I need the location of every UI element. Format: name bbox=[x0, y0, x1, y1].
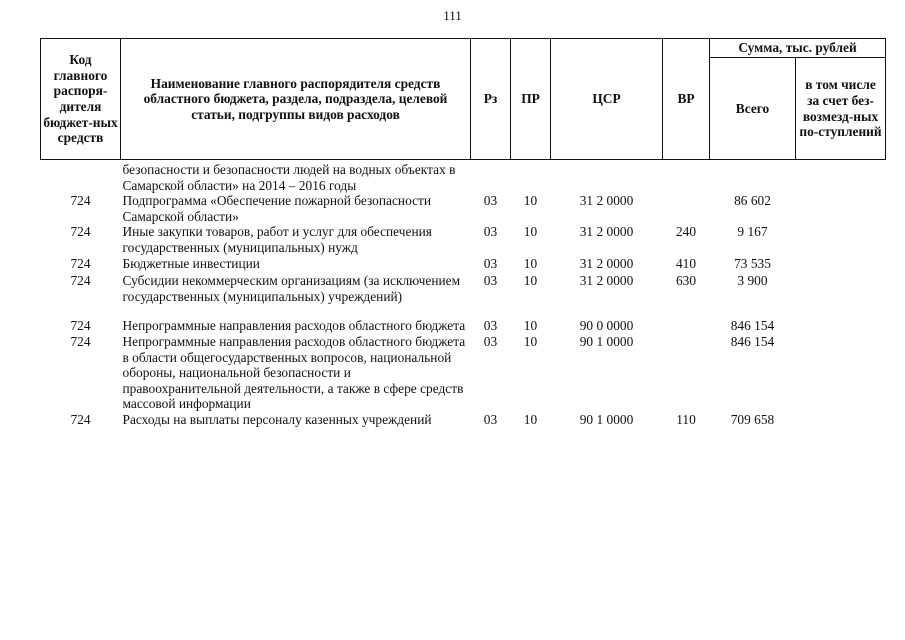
header-total: Всего bbox=[710, 58, 796, 160]
table-body bbox=[41, 160, 886, 428]
cell-pr bbox=[511, 160, 551, 194]
header-code: Код главного распоря-дителя бюджет-ных средств bbox=[41, 39, 121, 160]
cell-pr: 10 bbox=[523, 318, 538, 334]
cell-total: 709 658 bbox=[730, 411, 775, 427]
cell-free bbox=[796, 271, 886, 304]
cell-code: 724 bbox=[70, 411, 91, 427]
cell-rz: 03 bbox=[483, 318, 498, 334]
cell-rz: 03 bbox=[483, 411, 498, 427]
cell-rz: 03 bbox=[483, 255, 498, 271]
cell-name: безопасности и безопасности людей на водных объектах в Самарской области» на 2014 – 2016 годы bbox=[122, 162, 456, 193]
header-sum: Сумма, тыс. рублей bbox=[710, 39, 886, 58]
cell-total: 3 900 bbox=[737, 273, 768, 289]
cell-rz: 03 bbox=[483, 193, 498, 209]
cell-name: Бюджетные инвестиции bbox=[122, 255, 260, 271]
cell-name: Субсидии некоммерческим организациям (за исключением государственных (муниципальных) учреждений) bbox=[122, 273, 461, 304]
table-row bbox=[41, 256, 886, 272]
cell-csr: 90 1 0000 bbox=[579, 333, 634, 349]
budget-table bbox=[40, 38, 886, 428]
table-row bbox=[41, 271, 886, 304]
cell-name: Расходы на выплаты персоналу казенных учреждений bbox=[122, 411, 432, 427]
table-row bbox=[41, 334, 886, 412]
header-pr: ПР bbox=[511, 39, 551, 160]
cell-csr bbox=[551, 160, 663, 194]
cell-total: 9 167 bbox=[737, 224, 768, 240]
cell-free bbox=[796, 334, 886, 412]
cell-vr: 410 bbox=[675, 255, 697, 271]
header-vr: ВР bbox=[663, 39, 710, 160]
cell-free bbox=[796, 256, 886, 272]
cell-vr bbox=[663, 304, 710, 334]
table-row bbox=[41, 160, 886, 194]
cell-code: 724 bbox=[70, 318, 91, 334]
table-row bbox=[41, 412, 886, 428]
cell-code: 724 bbox=[70, 273, 91, 289]
cell-code bbox=[41, 160, 121, 194]
cell-code: 724 bbox=[70, 193, 91, 209]
header-name: Наименование главного распорядителя средств областного бюджета, раздела, подраздела, целевой статьи, подгруппы видов расходов bbox=[121, 39, 471, 160]
header-rz: Рз bbox=[471, 39, 511, 160]
cell-pr: 10 bbox=[523, 255, 538, 271]
cell-vr: 630 bbox=[675, 273, 697, 289]
cell-csr: 31 2 0000 bbox=[579, 224, 634, 240]
cell-csr: 31 2 0000 bbox=[579, 255, 634, 271]
cell-csr: 90 0 0000 bbox=[579, 318, 634, 334]
cell-vr: 240 bbox=[675, 224, 697, 240]
cell-total: 846 154 bbox=[730, 333, 775, 349]
cell-pr: 10 bbox=[523, 411, 538, 427]
table-row bbox=[41, 224, 886, 255]
cell-code: 724 bbox=[70, 224, 91, 240]
cell-pr: 10 bbox=[523, 224, 538, 240]
cell-pr: 10 bbox=[523, 333, 538, 349]
cell-name: Непрограммные направления расходов областного бюджета в области общегосударственных вопросов, национальной обороны, национальной безопасности и правоохранительной деятельности, а также в сфере средств массовой информации bbox=[122, 333, 466, 412]
cell-free bbox=[796, 193, 886, 224]
cell-total: 73 535 bbox=[734, 255, 771, 271]
page-number: 111 bbox=[443, 8, 462, 23]
cell-pr: 10 bbox=[523, 273, 538, 289]
cell-free bbox=[796, 224, 886, 255]
cell-name: Подпрограмма «Обеспечение пожарной безопасности Самарской области» bbox=[122, 193, 432, 224]
cell-vr bbox=[663, 193, 710, 224]
cell-vr bbox=[663, 160, 710, 194]
cell-name: Иные закупки товаров, работ и услуг для обеспечения государственных (муниципальных) нужд bbox=[122, 224, 432, 255]
cell-csr: 90 1 0000 bbox=[579, 411, 634, 427]
table-header bbox=[41, 39, 886, 160]
header-csr: ЦСР bbox=[551, 39, 663, 160]
cell-csr: 31 2 0000 bbox=[579, 273, 634, 289]
cell-csr: 31 2 0000 bbox=[579, 193, 634, 209]
cell-pr: 10 bbox=[523, 193, 538, 209]
cell-free bbox=[796, 304, 886, 334]
cell-code: 724 bbox=[70, 333, 91, 349]
header-free: в том числе за счет без-возмезд-ных по-ступлений bbox=[796, 58, 886, 160]
cell-free bbox=[796, 412, 886, 428]
cell-total: 86 602 bbox=[734, 193, 771, 209]
cell-total bbox=[710, 160, 796, 194]
cell-rz: 03 bbox=[483, 333, 498, 349]
cell-rz bbox=[471, 160, 511, 194]
table-row bbox=[41, 193, 886, 224]
cell-name: Непрограммные направления расходов областного бюджета bbox=[122, 318, 466, 334]
cell-code: 724 bbox=[70, 255, 91, 271]
table-row bbox=[41, 304, 886, 334]
cell-rz: 03 bbox=[483, 224, 498, 240]
cell-vr: 110 bbox=[676, 411, 696, 427]
cell-vr bbox=[663, 334, 710, 412]
cell-total: 846 154 bbox=[730, 318, 775, 334]
cell-rz: 03 bbox=[483, 273, 498, 289]
cell-free bbox=[796, 160, 886, 194]
